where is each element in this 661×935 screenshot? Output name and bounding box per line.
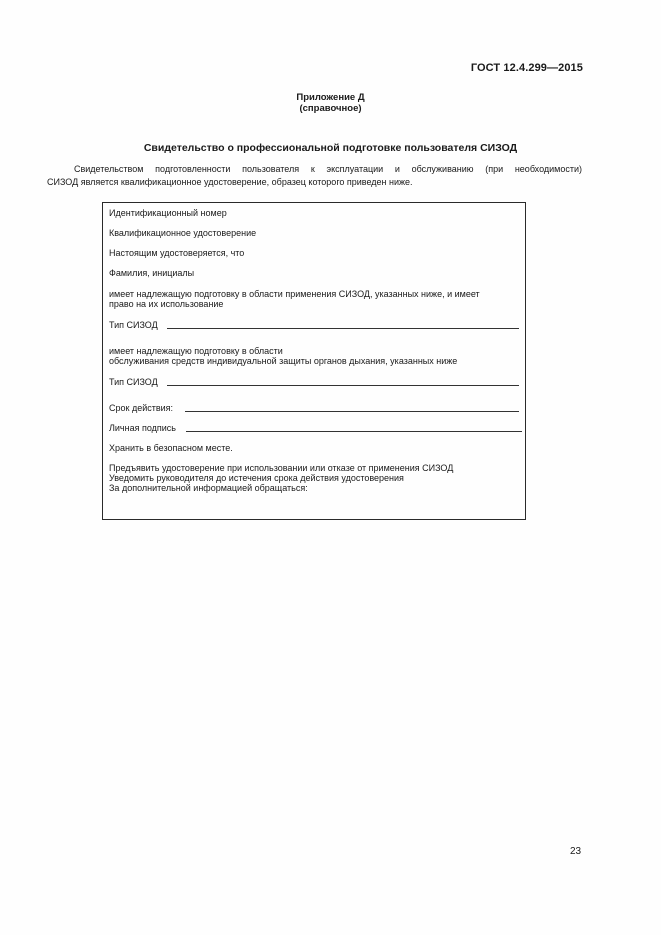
certificate-form bbox=[102, 202, 526, 520]
certificate-label: Квалификационное удостоверение bbox=[109, 228, 257, 238]
signature-label: Личная подпись bbox=[109, 423, 176, 433]
section-title: Свидетельство о профессиональной подготовке пользователя СИЗОД bbox=[143, 142, 518, 154]
appendix-type: (справочное) bbox=[299, 103, 362, 114]
note-contact: За дополнительной информацией обращаться: bbox=[109, 483, 308, 493]
id-number-label: Идентификационный номер bbox=[109, 208, 227, 218]
intro-line-1: Свидетельством подготовленности пользователя к эксплуатации и обслуживанию (при необходимости) bbox=[74, 164, 582, 174]
training-use-line-1: имеет надлежащую подготовку в области применения СИЗОД, указанных ниже, и имеет bbox=[109, 289, 480, 299]
training-service-line-1: имеет надлежащую подготовку в области bbox=[109, 346, 283, 356]
type-label-2: Тип СИЗОД bbox=[109, 377, 158, 387]
type-field-2[interactable] bbox=[167, 385, 519, 386]
note-present: Предъявить удостоверение при использовании или отказе от применения СИЗОД bbox=[109, 463, 454, 473]
store-note: Хранить в безопасном месте. bbox=[109, 443, 233, 453]
training-use-line-2: право на их использование bbox=[109, 299, 224, 309]
page-number: 23 bbox=[570, 846, 582, 857]
standard-number: ГОСТ 12.4.299—2015 bbox=[470, 62, 583, 74]
training-service-line-2: обслуживания средств индивидуальной защиты органов дыхания, указанных ниже bbox=[109, 356, 458, 366]
intro-line-2: СИЗОД является квалификационное удостоверение, образец которого приведен ниже. bbox=[47, 177, 413, 187]
appendix-heading bbox=[0, 92, 661, 114]
type-label-1: Тип СИЗОД bbox=[109, 320, 158, 330]
validity-field[interactable] bbox=[185, 411, 519, 412]
certifies-label: Настоящим удостоверяется, что bbox=[109, 248, 245, 258]
validity-label: Срок действия: bbox=[109, 403, 174, 413]
intro-paragraph bbox=[47, 163, 582, 189]
appendix-label: Приложение Д bbox=[296, 92, 365, 103]
note-notify: Уведомить руководителя до истечения срока действия удостоверения bbox=[109, 473, 404, 483]
signature-field[interactable] bbox=[186, 431, 522, 432]
name-label: Фамилия, инициалы bbox=[109, 268, 195, 278]
type-field-1[interactable] bbox=[167, 328, 519, 329]
